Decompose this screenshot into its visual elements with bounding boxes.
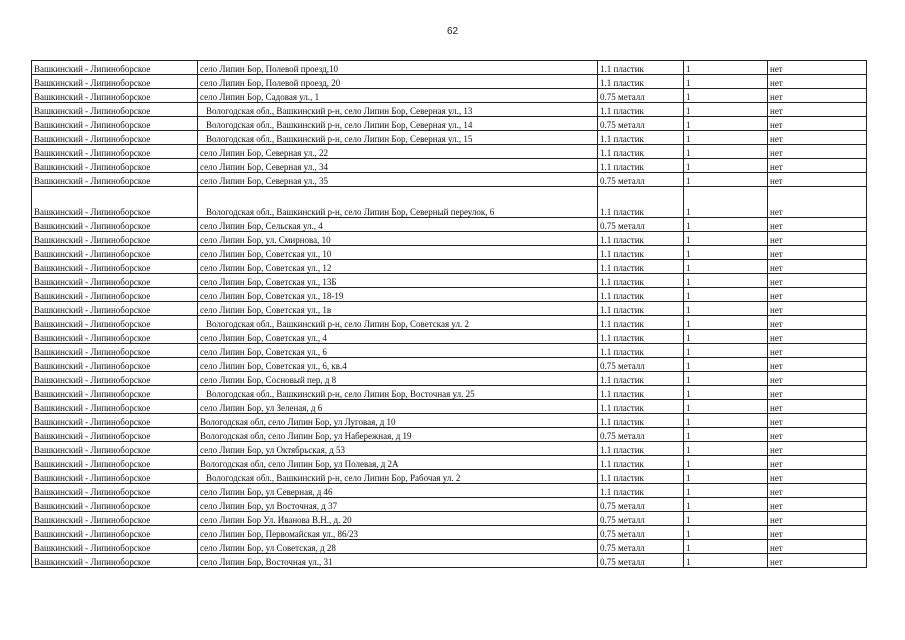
container-count-cell: 1 [684,498,768,512]
container-count-cell: 1 [684,89,768,103]
district-cell: Вашкинский - Липиноборское [32,386,198,400]
address-cell: Вологодская обл., Вашкинский р-н, село Липин Бор, Северная ул., 13 [198,103,598,117]
container-type-cell: 1.1 пластик [598,470,684,484]
address-cell: село Липин Бор, ул Советская, д 28 [198,540,598,554]
flag-cell: нет [768,484,867,498]
container-count-cell: 1 [684,512,768,526]
flag-cell: нет [768,428,867,442]
table-row [32,400,867,414]
address-cell: село Липин Бор, Северная ул., 34 [198,159,598,173]
flag-cell: нет [768,218,867,232]
table-body [32,61,867,568]
address-cell: село Липин Бор, Восточная ул., 31 [198,554,598,568]
address-cell: Вологодская обл, село Липин Бор, ул Набережная, д 19 [198,428,598,442]
flag-cell: нет [768,358,867,372]
container-count-cell: 1 [684,173,768,187]
flag-cell: нет [768,554,867,568]
container-count-cell: 1 [684,470,768,484]
container-type-cell: 1.1 пластик [598,484,684,498]
address-cell: село Липин Бор, Первомайская ул., 86/23 [198,526,598,540]
container-type-cell: 1.1 пластик [598,232,684,246]
container-count-cell: 1 [684,117,768,131]
container-type-cell: 1.1 пластик [598,372,684,386]
district-cell: Вашкинский - Липиноборское [32,540,198,554]
container-type-cell: 1.1 пластик [598,442,684,456]
container-type-cell: 1.1 пластик [598,145,684,159]
address-cell: село Липин Бор, Советская ул., 18-19 [198,288,598,302]
district-cell: Вашкинский - Липиноборское [32,470,198,484]
container-type-cell: 1.1 пластик [598,316,684,330]
address-cell: село Липин Бор, ул Октябрьская, д 53 [198,442,598,456]
container-count-cell: 1 [684,218,768,232]
container-type-cell: 0.75 металл [598,117,684,131]
address-cell: Вологодская обл., Вашкинский р-н, село Липин Бор, Восточная ул. 25 [198,386,598,400]
district-cell: Вашкинский - Липиноборское [32,512,198,526]
container-count-cell: 1 [684,428,768,442]
container-count-cell: 1 [684,358,768,372]
container-count-cell: 1 [684,288,768,302]
container-count-cell: 1 [684,302,768,316]
district-cell: Вашкинский - Липиноборское [32,484,198,498]
container-count-cell: 1 [684,159,768,173]
table-row [32,89,867,103]
flag-cell: нет [768,526,867,540]
address-cell: село Липин Бор, Советская ул., 4 [198,330,598,344]
container-type-cell: 1.1 пластик [598,274,684,288]
container-type-cell: 0.75 металл [598,358,684,372]
container-count-cell: 1 [684,554,768,568]
container-count-cell: 1 [684,414,768,428]
district-cell: Вашкинский - Липиноборское [32,103,198,117]
container-count-cell: 1 [684,232,768,246]
container-type-cell: 1.1 пластик [598,75,684,89]
container-count-cell: 1 [684,442,768,456]
district-cell: Вашкинский - Липиноборское [32,274,198,288]
flag-cell: нет [768,400,867,414]
flag-cell: нет [768,274,867,288]
table-row [32,302,867,316]
container-type-cell: 1.1 пластик [598,456,684,470]
container-count-cell: 1 [684,260,768,274]
table-row [32,512,867,526]
flag-cell: нет [768,117,867,131]
district-cell: Вашкинский - Липиноборское [32,456,198,470]
district-cell: Вашкинский - Липиноборское [32,288,198,302]
container-type-cell: 0.75 металл [598,526,684,540]
flag-cell: нет [768,344,867,358]
table-row [32,484,867,498]
address-cell: село Липин Бор, ул Северная, д 46 [198,484,598,498]
table-row [32,428,867,442]
address-cell: Вологодская обл, село Липин Бор, ул Полевая, д 2А [198,456,598,470]
table-row [32,330,867,344]
container-count-cell: 1 [684,330,768,344]
address-cell: село Липин Бор, ул. Смирнова, 10 [198,232,598,246]
address-cell: село Липин Бор, Советская ул., 13Б [198,274,598,288]
flag-cell: нет [768,470,867,484]
table-row [32,173,867,187]
table-row [32,232,867,246]
container-type-cell: 0.75 металл [598,89,684,103]
container-type-cell: 0.75 металл [598,173,684,187]
table-row [32,103,867,117]
address-cell: село Липин Бор, Советская ул., 6, кв.4 [198,358,598,372]
district-cell: Вашкинский - Липиноборское [32,442,198,456]
flag-cell: нет [768,103,867,117]
container-count-cell: 1 [684,372,768,386]
table-row [32,61,867,75]
container-type-cell: 0.75 металл [598,554,684,568]
table-row [32,187,867,218]
address-cell: село Липин Бор, ул Зеленая, д 6 [198,400,598,414]
flag-cell: нет [768,498,867,512]
district-cell: Вашкинский - Липиноборское [32,145,198,159]
table-row [32,131,867,145]
table-row [32,218,867,232]
container-count-cell: 1 [684,103,768,117]
table-row [32,75,867,89]
flag-cell: нет [768,260,867,274]
table-row [32,442,867,456]
district-cell: Вашкинский - Липиноборское [32,330,198,344]
container-type-cell: 1.1 пластик [598,103,684,117]
flag-cell: нет [768,159,867,173]
table-row [32,498,867,512]
district-cell: Вашкинский - Липиноборское [32,173,198,187]
flag-cell: нет [768,145,867,159]
container-count-cell: 1 [684,187,768,218]
table-row [32,117,867,131]
container-type-cell: 1.1 пластик [598,414,684,428]
address-cell: село Липин Бор, Советская ул., 10 [198,246,598,260]
container-count-cell: 1 [684,246,768,260]
container-count-cell: 1 [684,526,768,540]
address-cell: Вологодская обл, село Липин Бор, ул Луговая, д 10 [198,414,598,428]
address-cell: Вологодская обл., Вашкинский р-н, село Липин Бор, Рабочая ул. 2 [198,470,598,484]
container-type-cell: 0.75 металл [598,512,684,526]
flag-cell: нет [768,316,867,330]
district-cell: Вашкинский - Липиноборское [32,428,198,442]
container-type-cell: 0.75 металл [598,218,684,232]
address-cell: село Липин Бор Ул. Иванова В.Н., д. 20 [198,512,598,526]
page-number: 62 [446,26,459,37]
flag-cell: нет [768,414,867,428]
district-cell: Вашкинский - Липиноборское [32,554,198,568]
container-count-cell: 1 [684,540,768,554]
address-cell: село Липин Бор, Садовая ул., 1 [198,89,598,103]
flag-cell: нет [768,89,867,103]
container-site-table [31,60,867,568]
flag-cell: нет [768,456,867,470]
address-cell: Вологодская обл., Вашкинский р-н, село Липин Бор, Советская ул. 2 [198,316,598,330]
address-cell: село Липин Бор, Полевой проезд, 20 [198,75,598,89]
district-cell: Вашкинский - Липиноборское [32,61,198,75]
flag-cell: нет [768,173,867,187]
address-cell: Вологодская обл., Вашкинский р-н, село Липин Бор, Северная ул., 15 [198,131,598,145]
table-row [32,316,867,330]
district-cell: Вашкинский - Липиноборское [32,400,198,414]
container-count-cell: 1 [684,75,768,89]
table-row [32,470,867,484]
container-type-cell: 1.1 пластик [598,61,684,75]
container-type-cell: 1.1 пластик [598,288,684,302]
district-cell: Вашкинский - Липиноборское [32,117,198,131]
table-row [32,372,867,386]
address-cell: село Липин Бор, Сосновый пер, д 8 [198,372,598,386]
address-cell: село Липин Бор, Сельская ул., 4 [198,218,598,232]
flag-cell: нет [768,61,867,75]
table-row [32,260,867,274]
flag-cell: нет [768,512,867,526]
address-cell: село Липин Бор, Советская ул., 1в [198,302,598,316]
container-type-cell: 0.75 металл [598,540,684,554]
table-row [32,456,867,470]
district-cell: Вашкинский - Липиноборское [32,302,198,316]
container-count-cell: 1 [684,131,768,145]
address-cell: село Липин Бор, Советская ул., 12 [198,260,598,274]
table-row [32,526,867,540]
flag-cell: нет [768,540,867,554]
address-cell: село Липин Бор, Полевой проезд,10 [198,61,598,75]
address-cell: Вологодская обл., Вашкинский р-н, село Липин Бор, Северная ул., 14 [198,117,598,131]
container-count-cell: 1 [684,344,768,358]
container-type-cell: 1.1 пластик [598,344,684,358]
district-cell: Вашкинский - Липиноборское [32,358,198,372]
table-row [32,358,867,372]
district-cell: Вашкинский - Липиноборское [32,316,198,330]
district-cell: Вашкинский - Липиноборское [32,89,198,103]
flag-cell: нет [768,386,867,400]
district-cell: Вашкинский - Липиноборское [32,218,198,232]
container-type-cell: 1.1 пластик [598,386,684,400]
container-count-cell: 1 [684,316,768,330]
container-type-cell: 1.1 пластик [598,330,684,344]
flag-cell: нет [768,246,867,260]
container-count-cell: 1 [684,145,768,159]
container-type-cell: 1.1 пластик [598,260,684,274]
container-type-cell: 1.1 пластик [598,302,684,316]
flag-cell: нет [768,372,867,386]
container-type-cell: 1.1 пластик [598,159,684,173]
flag-cell: нет [768,232,867,246]
address-cell: Вологодская обл., Вашкинский р-н, село Липин Бор, Северный переулок, 6 [198,187,598,218]
container-type-cell: 1.1 пластик [598,131,684,145]
district-cell: Вашкинский - Липиноборское [32,526,198,540]
district-cell: Вашкинский - Липиноборское [32,159,198,173]
table-row [32,288,867,302]
table-row [32,414,867,428]
container-count-cell: 1 [684,456,768,470]
district-cell: Вашкинский - Липиноборское [32,260,198,274]
district-cell: Вашкинский - Липиноборское [32,344,198,358]
container-count-cell: 1 [684,400,768,414]
container-count-cell: 1 [684,61,768,75]
district-cell: Вашкинский - Липиноборское [32,372,198,386]
table-row [32,540,867,554]
address-cell: село Липин Бор, Северная ул., 22 [198,145,598,159]
address-cell: село Липин Бор, ул Восточная, д 37 [198,498,598,512]
flag-cell: нет [768,288,867,302]
district-cell: Вашкинский - Липиноборское [32,246,198,260]
table-row [32,554,867,568]
address-cell: село Липин Бор, Советская ул., 6 [198,344,598,358]
container-count-cell: 1 [684,386,768,400]
container-type-cell: 1.1 пластик [598,246,684,260]
table-row [32,344,867,358]
container-type-cell: 0.75 металл [598,428,684,442]
container-type-cell: 0.75 металл [598,498,684,512]
district-cell: Вашкинский - Липиноборское [32,75,198,89]
container-count-cell: 1 [684,484,768,498]
district-cell: Вашкинский - Липиноборское [32,498,198,512]
container-type-cell: 1.1 пластик [598,187,684,218]
table-row [32,246,867,260]
address-cell: село Липин Бор, Северная ул., 35 [198,173,598,187]
district-cell: Вашкинский - Липиноборское [32,232,198,246]
container-type-cell: 1.1 пластик [598,400,684,414]
flag-cell: нет [768,302,867,316]
flag-cell: нет [768,75,867,89]
district-cell: Вашкинский - Липиноборское [32,187,198,218]
flag-cell: нет [768,442,867,456]
table-row [32,159,867,173]
container-count-cell: 1 [684,274,768,288]
flag-cell: нет [768,131,867,145]
table-row [32,274,867,288]
table-row [32,386,867,400]
flag-cell: нет [768,187,867,218]
table-row [32,145,867,159]
district-cell: Вашкинский - Липиноборское [32,414,198,428]
flag-cell: нет [768,330,867,344]
district-cell: Вашкинский - Липиноборское [32,131,198,145]
